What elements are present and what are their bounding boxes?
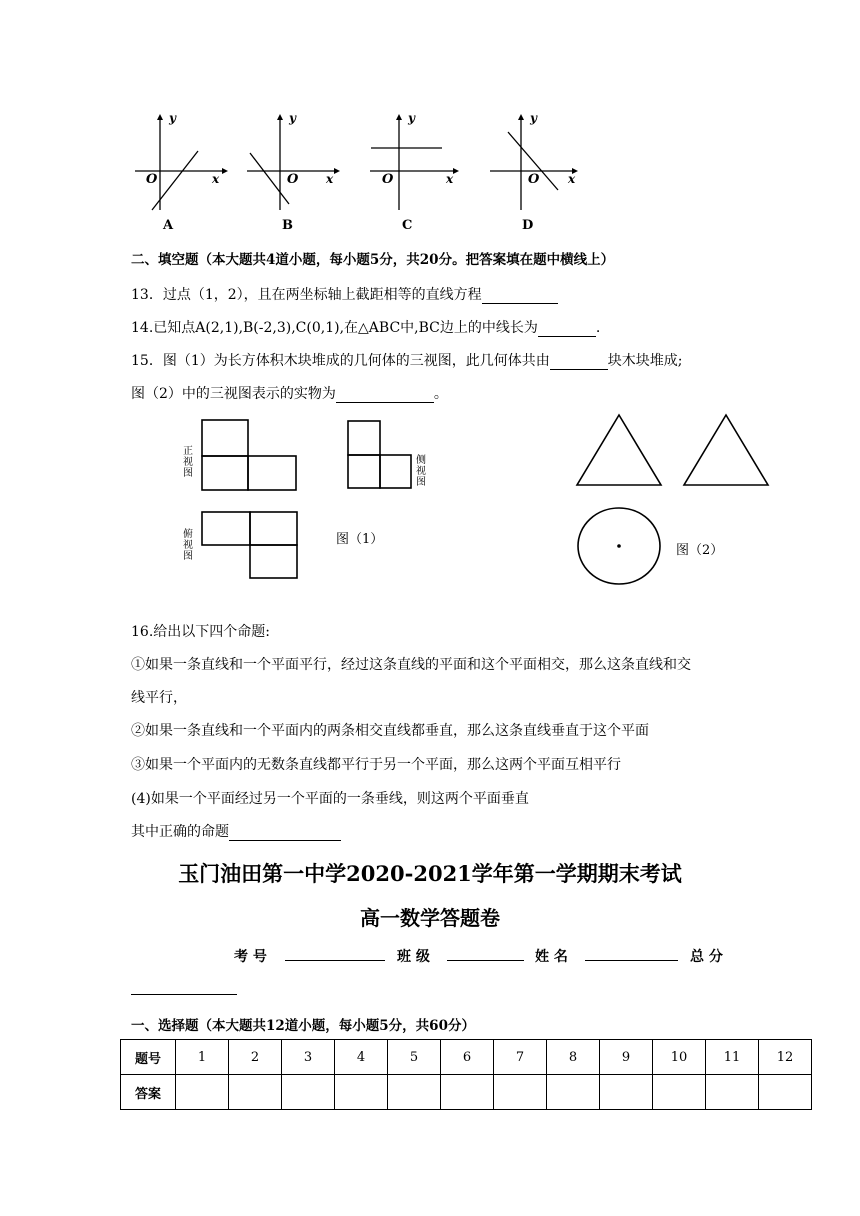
graph-b-x-label: x [326,172,334,186]
section2-heading: 二、填空题（本大题共4道小题，每小题5分，共20分。把答案填在题中横线上） [131,252,615,268]
class-label: 班 级 [397,949,430,965]
class-field[interactable] [447,946,524,961]
q16-answer-text: 其中正确的命题 [131,824,229,840]
question-number-cell: 4 [335,1040,388,1075]
answer-cell[interactable] [653,1075,706,1110]
q15-text-d: 。 [433,386,448,402]
graph-a [130,108,230,213]
question-number-cell: 11 [706,1040,759,1075]
answer-cell[interactable] [282,1075,335,1110]
graph-a-x-label: x [212,172,220,186]
section1-heading: 一、选择题（本大题共12道小题，每小题5分，共60分） [131,1018,475,1034]
question-number-cell: 9 [600,1040,653,1075]
graph-b-y-label: y [289,111,296,125]
exam-number-label: 考 号 [234,949,267,965]
school-exam-title: 玉门油田第一中学2020-2021学年第一学期期末考试 [178,861,682,886]
graph-a-y-label: y [169,111,176,125]
answer-cell[interactable] [335,1075,388,1110]
exam-number-field[interactable] [285,946,385,961]
side-view-label: 侧 视 图 [416,455,426,488]
answer-cell[interactable] [706,1075,759,1110]
q14-text: 14.已知点A(2,1),B(-2,3),C(0,1),在△ABC中,BC边上的中线长为 [131,320,538,336]
question-15-line2 [131,383,448,403]
answer-cell[interactable] [759,1075,812,1110]
option-c-label: C [402,218,413,233]
answer-cell[interactable] [229,1075,282,1110]
table-row-numbers [121,1040,812,1075]
answer-cell[interactable] [600,1075,653,1110]
question-number-cell: 6 [441,1040,494,1075]
q16-proposition-3: ③如果一个平面内的无数条直线都平行于另一个平面，那么这两个平面互相平行 [131,757,621,773]
question-number-cell: 7 [494,1040,547,1075]
answer-cell[interactable] [547,1075,600,1110]
answer-table [120,1039,812,1110]
answer-sheet-title: 高一数学答题卷 [360,906,500,930]
q16-proposition-2: ②如果一条直线和一个平面内的两条相交直线都垂直，那么这条直线垂直于这个平面 [131,723,649,739]
q16-blank[interactable] [229,826,341,841]
q13-text: 13．过点（1，2），且在两坐标轴上截距相等的直线方程 [131,287,482,303]
q14-blank[interactable] [538,322,596,337]
graph-b-origin: O [287,172,299,187]
q16-answer-line [131,821,341,841]
answer-cell[interactable] [494,1075,547,1110]
q16-proposition-1: ①如果一条直线和一个平面平行，经过这条直线的平面和这个平面相交，那么这条直线和交 [131,657,691,673]
q13-blank[interactable] [482,289,558,304]
answer-cell[interactable] [388,1075,441,1110]
row-header-number: 题号 [121,1040,176,1075]
total-score-field[interactable] [131,980,237,995]
question-13 [131,284,558,304]
table-row-answers [121,1075,812,1110]
q15-text-a: 15．图（1）为长方体积木块堆成的几何体的三视图，此几何体共由 [131,353,550,369]
graph-d-x-label: x [568,172,576,186]
name-label: 姓 名 [535,949,568,965]
row-header-answer: 答案 [121,1075,176,1110]
answer-cell[interactable] [441,1075,494,1110]
question-number-cell: 5 [388,1040,441,1075]
graph-c-y-label: y [408,111,415,125]
figure-1-caption: 图（1） [336,532,384,547]
name-field[interactable] [585,946,678,961]
graph-d-origin: O [528,172,540,187]
graph-d [488,108,588,213]
question-number-cell: 12 [759,1040,812,1075]
top-view-label: 俯 视 图 [183,529,193,562]
fig2-cone-views [570,410,770,590]
q15-text-c: 图（2）中的三视图表示的实物为 [131,386,336,402]
question-number-cell: 1 [176,1040,229,1075]
graph-c [368,108,468,213]
q14-end: . [595,320,601,336]
question-number-cell: 3 [282,1040,335,1075]
fig1-side-view [343,415,418,495]
question-14 [131,317,600,337]
q16-intro: 16.给出以下四个命题: [131,624,270,640]
question-15 [131,350,682,370]
question-number-cell: 10 [653,1040,706,1075]
fig1-front-and-top-views [195,415,305,585]
option-a-label: A [163,218,174,233]
q15-blank-1[interactable] [550,355,608,370]
front-view-label: 正 视 图 [183,446,193,479]
option-b-label: B [282,218,293,233]
graph-d-y-label: y [530,111,537,125]
q16-proposition-1-cont: 线平行， [131,690,187,706]
answer-cell[interactable] [176,1075,229,1110]
graph-b [245,108,345,213]
question-number-cell: 8 [547,1040,600,1075]
graph-a-origin: O [146,172,158,187]
graph-c-x-label: x [446,172,454,186]
q15-text-b: 块木块堆成; [607,353,683,369]
total-score-label: 总 分 [690,949,723,965]
figure-2-caption: 图（2） [676,543,724,558]
graph-c-origin: O [382,172,394,187]
q16-proposition-4: (4)如果一个平面经过另一个平面的一条垂线，则这两个平面垂直 [131,791,529,807]
q15-blank-2[interactable] [336,388,434,403]
option-d-label: D [522,218,534,233]
question-number-cell: 2 [229,1040,282,1075]
